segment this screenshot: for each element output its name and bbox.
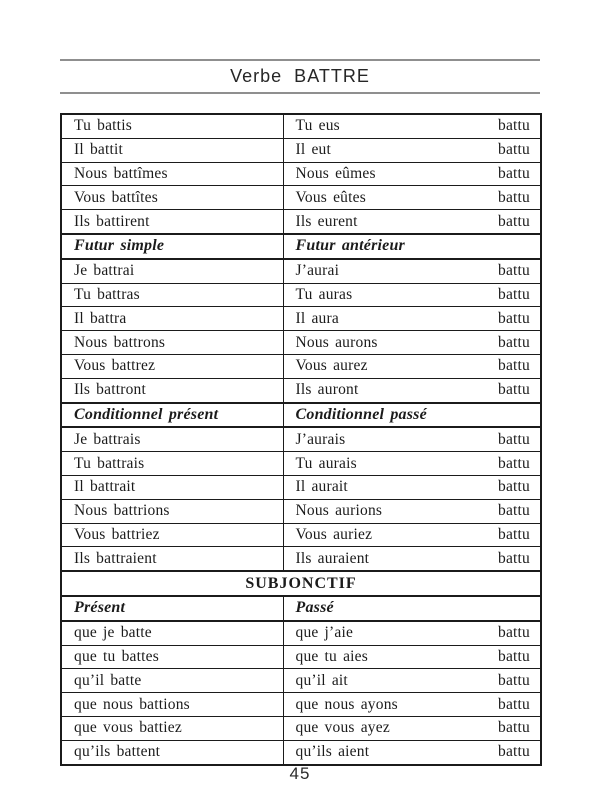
conjugation-row [61, 307, 541, 331]
auxiliary-text: qu’ils aient [295, 743, 370, 761]
title-rule-bottom [60, 92, 540, 94]
conjugation-row [61, 621, 541, 645]
compound-form-cell [283, 427, 541, 451]
participle-text: battu [498, 333, 530, 351]
simple-form-cell: que nous battions [61, 693, 283, 717]
compound-form-cell [283, 114, 541, 138]
conjugation-row [61, 114, 541, 138]
compound-form-cell [283, 693, 541, 717]
participle-text: battu [498, 502, 530, 520]
simple-form-cell: Il battra [61, 307, 283, 331]
auxiliary-text: J’aurais [295, 430, 346, 448]
simple-form-cell: Il battrait [61, 475, 283, 499]
compound-form-cell [283, 138, 541, 162]
simple-form-cell: Il battit [61, 138, 283, 162]
participle-text: battu [498, 262, 530, 280]
page-title: Verbe BATTRE [230, 66, 370, 86]
compound-form-cell [283, 621, 541, 645]
auxiliary-text: J’aurai [295, 262, 340, 280]
tense-header-row [61, 403, 541, 428]
simple-form-cell: Nous battrions [61, 499, 283, 523]
mood-title: SUBJONCTIF [61, 571, 541, 596]
auxiliary-text: Tu auras [295, 285, 353, 303]
simple-form-cell: Ils battraient [61, 547, 283, 571]
participle-text: battu [498, 454, 530, 472]
participle-text: battu [498, 695, 530, 713]
compound-form-cell [283, 523, 541, 547]
auxiliary-text: que vous ayez [295, 719, 390, 737]
conjugation-row [61, 354, 541, 378]
participle-text: battu [498, 743, 530, 761]
auxiliary-text: Vous eûtes [295, 188, 366, 206]
compound-form-cell [283, 283, 541, 307]
simple-form-cell: Je battrai [61, 259, 283, 283]
compound-form-cell [283, 547, 541, 571]
participle-text: battu [498, 525, 530, 543]
simple-form-cell: Vous battrez [61, 354, 283, 378]
auxiliary-text: Ils auraient [295, 549, 370, 567]
conjugation-row [61, 162, 541, 186]
tense-header-row [61, 234, 541, 259]
conjugation-row [61, 378, 541, 402]
participle-text: battu [498, 188, 530, 206]
participle-text: battu [498, 164, 530, 182]
participle-text: battu [498, 285, 530, 303]
conjugation-row [61, 499, 541, 523]
participle-text: battu [498, 212, 530, 230]
compound-form-cell [283, 716, 541, 740]
conjugation-row [61, 138, 541, 162]
auxiliary-text: Il aura [295, 309, 339, 327]
auxiliary-text: Vous aurez [295, 357, 368, 375]
simple-form-cell: que je batte [61, 621, 283, 645]
simple-form-cell: qu’ils battent [61, 740, 283, 764]
compound-form-cell [283, 740, 541, 764]
compound-form-cell [283, 669, 541, 693]
compound-form-cell [283, 452, 541, 476]
tense-left-label: Futur simple [61, 234, 283, 259]
tense-left-label: Conditionnel présent [61, 403, 283, 428]
compound-form-cell [283, 331, 541, 355]
compound-form-cell [283, 354, 541, 378]
conjugation-row [61, 740, 541, 764]
conjugation-row [61, 645, 541, 669]
simple-form-cell: Vous battîtes [61, 186, 283, 210]
participle-text: battu [498, 549, 530, 567]
page-number: 45 [289, 764, 311, 783]
participle-text: battu [498, 309, 530, 327]
compound-form-cell [283, 162, 541, 186]
conjugation-row [61, 452, 541, 476]
participle-text: battu [498, 357, 530, 375]
auxiliary-text: Nous eûmes [295, 164, 376, 182]
participle-text: battu [498, 141, 530, 159]
simple-form-cell: Ils battront [61, 378, 283, 402]
compound-form-cell [283, 307, 541, 331]
participle-text: battu [498, 719, 530, 737]
auxiliary-text: Vous auriez [295, 525, 373, 543]
conjugation-row [61, 186, 541, 210]
participle-text: battu [498, 117, 530, 135]
compound-form-cell [283, 499, 541, 523]
conjugation-row [61, 331, 541, 355]
mood-title-row [61, 571, 541, 596]
participle-text: battu [498, 671, 530, 689]
tense-right-label: Conditionnel passé [283, 403, 541, 428]
auxiliary-text: Il eut [295, 141, 331, 159]
conjugation-row [61, 693, 541, 717]
participle-text: battu [498, 647, 530, 665]
auxiliary-text: Il aurait [295, 478, 348, 496]
simple-form-cell: Vous battriez [61, 523, 283, 547]
auxiliary-text: que tu aies [295, 647, 368, 665]
simple-form-cell: Nous battrons [61, 331, 283, 355]
simple-form-cell: Tu battis [61, 114, 283, 138]
conjugation-row [61, 427, 541, 451]
auxiliary-text: que nous ayons [295, 695, 398, 713]
conjugation-row [61, 669, 541, 693]
auxiliary-text: Nous aurons [295, 333, 378, 351]
conjugation-row [61, 283, 541, 307]
auxiliary-text: qu’il ait [295, 671, 348, 689]
auxiliary-text: que j’aie [295, 624, 354, 642]
conjugation-row [61, 716, 541, 740]
participle-text: battu [498, 478, 530, 496]
conjugation-row [61, 475, 541, 499]
participle-text: battu [498, 624, 530, 642]
auxiliary-text: Nous aurions [295, 502, 383, 520]
page-header [60, 59, 540, 94]
conjugation-row [61, 210, 541, 234]
simple-form-cell: Tu battrais [61, 452, 283, 476]
auxiliary-text: Tu aurais [295, 454, 357, 472]
conjugation-row [61, 259, 541, 283]
auxiliary-text: Ils eurent [295, 212, 358, 230]
simple-form-cell: Nous battîmes [61, 162, 283, 186]
compound-form-cell [283, 186, 541, 210]
tense-right-label: Passé [283, 596, 541, 621]
simple-form-cell: Ils battirent [61, 210, 283, 234]
auxiliary-text: Ils auront [295, 381, 359, 399]
tense-header-row [61, 596, 541, 621]
compound-form-cell [283, 210, 541, 234]
tense-right-label: Futur antérieur [283, 234, 541, 259]
auxiliary-text: Tu eus [295, 117, 340, 135]
participle-text: battu [498, 430, 530, 448]
simple-form-cell: que vous battiez [61, 716, 283, 740]
conjugation-row [61, 523, 541, 547]
simple-form-cell: qu’il batte [61, 669, 283, 693]
conjugation-row [61, 547, 541, 571]
simple-form-cell: que tu battes [61, 645, 283, 669]
participle-text: battu [498, 381, 530, 399]
compound-form-cell [283, 475, 541, 499]
compound-form-cell [283, 378, 541, 402]
compound-form-cell [283, 259, 541, 283]
tense-left-label: Présent [61, 596, 283, 621]
compound-form-cell [283, 645, 541, 669]
conjugation-table [60, 113, 542, 766]
simple-form-cell: Je battrais [61, 427, 283, 451]
simple-form-cell: Tu battras [61, 283, 283, 307]
